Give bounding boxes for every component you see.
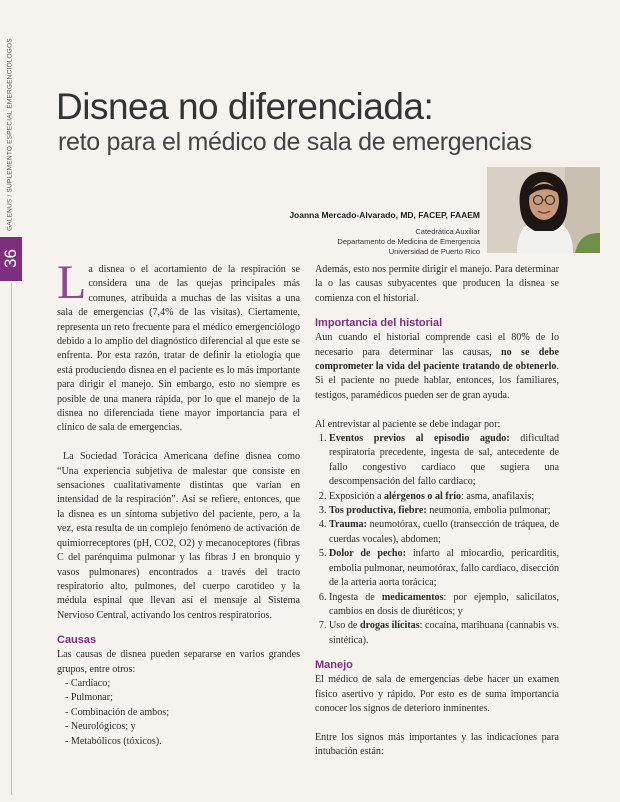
- causes-heading: Causas: [57, 634, 97, 647]
- author-affiliation: [337, 227, 480, 257]
- author-photo: [487, 167, 600, 253]
- definition-paragraph: La Sociedad Torácica Americana define disnea como “Una experiencia subjetiva de malestar que consiste en sensaciones cualitativamente distintas que varían en intensidad de la respiración”. Así se refiere, entonces, que la disnea es un síntoma subjetivo del paciente, pero, a la vez, esta resulta de un complejo fenómeno de activación de quimiorreceptores (pH, CO2, O2) y mecanoceptores (fibras C del parénquima pulmonar y las fibras J en bronquio y vasos pulmonares) encontrados a través del tracto respiratorio alto, pulmones, del cuerpo carotideo y la médula espinal que llevan así el mensaje al Sistema Nervioso Central, activando los centros respiratorios.: [57, 451, 300, 621]
- interview-list: [315, 432, 559, 648]
- item-bold: Tos productiva, fiebre:: [329, 505, 427, 517]
- history-emphasis: no se debe comprometer la vida del paciente tratando de obtenerlo: [315, 346, 559, 373]
- item-bold: Eventos previos al episodio agudo:: [329, 433, 510, 445]
- item-bold: Dolor de pecho:: [329, 548, 406, 560]
- right-column: [315, 263, 559, 760]
- section-label: GALENUS / SUPLEMENTO ESPECIAL EMERGENCIÓLOGOS: [6, 38, 14, 232]
- item-text: Exposición a: [329, 490, 384, 502]
- item-bold: medicamentos: [381, 591, 444, 603]
- item-text: : asma, anafilaxis;: [461, 490, 535, 502]
- causes-list: [57, 677, 300, 749]
- intro-text: a disnea o el acortamiento de la respiración se considera una de las quejas principales más comunes, atribuida a muchas de las visitas a una sala de emergencias (7,4% de las visitas). Ciertamente, representa un reto frecuente para el médico emergenciólogo debido a lo amplio del diagnóstico diferencial al que este se enfrenta. Por esta razón, tratar de definir la etiología que está produciendo disnea en el paciente es lo más importante para dirigir el manejo. Sin embargo, esto no siempre es posible de una manera rápida, por lo que el manejo de la disnea no diferenciada tiene mayor importancia para el clínico de sala de emergencias.: [57, 264, 300, 434]
- list-item: - Cardíaco;: [65, 677, 300, 691]
- intro-continuation: Además, esto nos permite dirigir el manejo. Para determinar la o las causas subyacentes que producen la disnea se comienza con el historial.: [315, 264, 559, 304]
- signs-paragraph: Entre los signos más importantes y las indicaciones para intubación están:: [315, 731, 559, 758]
- list-item: [329, 619, 559, 648]
- item-text: : cocaína, marihuana (cannabis vs. sintética).: [329, 620, 559, 646]
- list-item: [329, 490, 559, 504]
- item-text: neumonía, embolia pulmonar;: [426, 505, 551, 517]
- list-item: - Combinación de ambos;: [65, 706, 300, 720]
- drop-cap: L: [57, 256, 87, 309]
- history-text: Aun cuando el historial comprende casi el 80% de lo necesario para determinar las causas,: [315, 332, 559, 358]
- page-number: 36: [1, 249, 20, 269]
- list-item: [329, 547, 559, 590]
- article-subtitle: reto para el médico de sala de emergencias: [58, 128, 532, 156]
- list-item: [329, 432, 559, 490]
- item-text: infarto al miocardio, pericarditis, embolia pulmonar, neumotórax, fallo cardíaco, disección de la arteria aorta torácica;: [329, 548, 559, 589]
- item-text: : por ejemplo, salicilatos, cambios en dosis de diuréticos; y: [329, 591, 559, 617]
- item-text: Ingesta de: [329, 591, 382, 603]
- item-text: dificultad respiratoria precedente, ingesta de sal, antecedente de fallo congestivo cardíaco que sugiera una descompensación del fallo cardíaco;: [329, 433, 559, 488]
- list-item: - Metabólicos (tóxicos).: [65, 735, 300, 749]
- management-paragraph: El médico de sala de emergencias debe hacer un examen físico asertivo y rápido. Por esto es de suma importancia conocer los signos de deterioro inminentes.: [315, 674, 559, 714]
- interview-intro: Al entrevistar al paciente se debe indagar por:: [315, 418, 501, 430]
- article-title: Disnea no diferenciada:: [56, 86, 434, 127]
- left-column: [57, 256, 300, 749]
- list-item: - Neurológicos; y: [65, 720, 300, 734]
- management-heading: Manejo: [315, 659, 353, 672]
- causes-intro: Las causas de disnea pueden separarse en varios grandes grupos, entre otros:: [57, 649, 300, 675]
- list-item: [329, 504, 559, 518]
- list-item: [329, 518, 559, 547]
- author-name: Joanna Mercado-Alvarado, MD, FACEP, FAAEM: [289, 210, 480, 220]
- item-text: neumotórax, cuello (transección de tráquea, de cuerdas vocales), abdomen;: [329, 519, 559, 545]
- intro-paragraph: [57, 256, 300, 436]
- side-divider: [11, 283, 12, 795]
- history-heading: Importancia del historial: [315, 317, 443, 330]
- history-text: . Si el paciente no puede hablar, entonces, los familiares, testigos, paramédicos pueden ser de gran ayuda.: [315, 361, 559, 401]
- item-bold: alérgenos o al frío: [383, 490, 462, 502]
- item-bold: drogas ilícitas: [360, 620, 420, 632]
- history-paragraph: [315, 331, 559, 403]
- item-bold: Trauma:: [329, 519, 367, 531]
- affiliation-line: Departamento de Medicina de Emergencia: [337, 237, 480, 246]
- list-item: - Pulmonar;: [65, 691, 300, 705]
- list-item: [329, 591, 559, 620]
- affiliation-line: Catedrática Auxiliar: [415, 227, 480, 236]
- item-text: Uso de: [329, 620, 361, 632]
- affiliation-line: Universidad de Puerto Rico: [388, 247, 480, 256]
